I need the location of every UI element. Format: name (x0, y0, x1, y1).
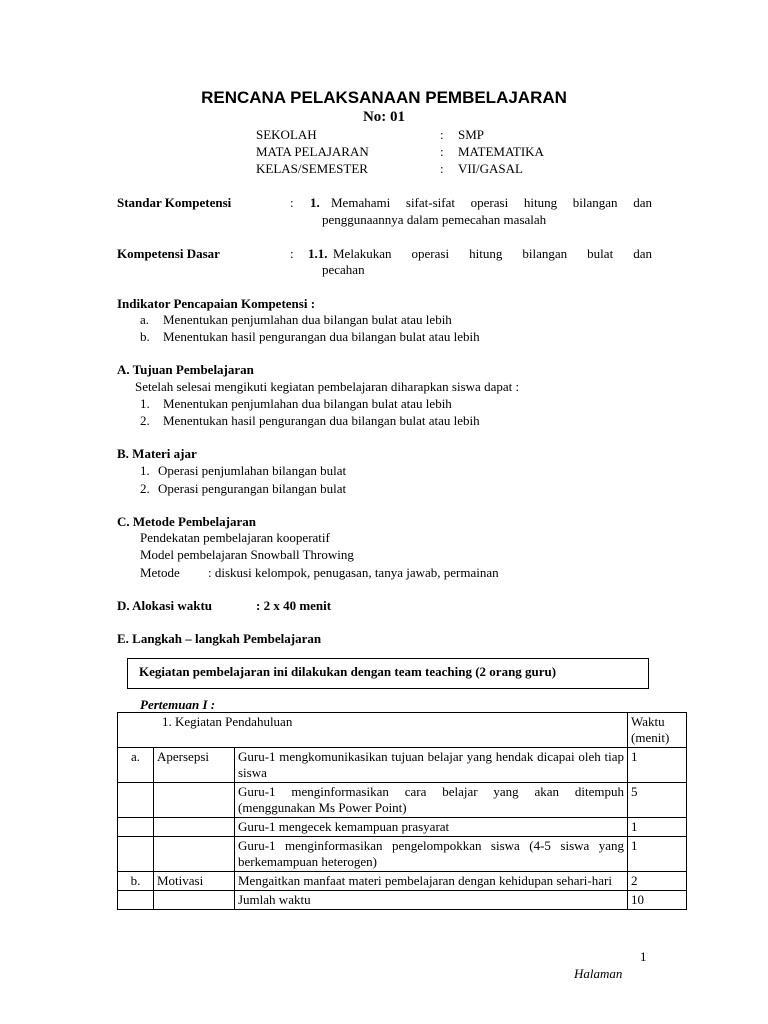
document-number: No: 01 (362, 109, 406, 125)
info-value: MATEMATIKA (458, 144, 544, 159)
sk-number: 1. (310, 195, 320, 210)
row-time: 2 (628, 872, 687, 891)
table-header-title: 1. Kegiatan Pendahuluan (118, 713, 628, 748)
kegiatan-table (117, 712, 687, 910)
list-item: Menentukan hasil pengurangan dua bilangan bulat atau lebih (163, 329, 480, 344)
row-category (154, 818, 235, 837)
row-category: Motivasi (154, 872, 235, 891)
row-category (154, 891, 235, 910)
table-row (118, 783, 687, 818)
row-text: Jumlah waktu (235, 891, 628, 910)
table-row (118, 837, 687, 872)
info-label: KELAS/SEMESTER (256, 161, 368, 176)
row-time: 1 (628, 818, 687, 837)
metode-heading: C. Metode Pembelajaran (117, 514, 256, 529)
info-label: MATA PELAJARAN (256, 144, 369, 159)
row-text: Mengaitkan manfaat materi pembelajaran dengan kehidupan sehari-hari (235, 872, 628, 891)
tujuan-heading: A. Tujuan Pembelajaran (117, 362, 254, 377)
materi-heading: B. Materi ajar (117, 446, 197, 461)
list-marker: b. (140, 329, 150, 344)
metode-line: Model pembelajaran Snowball Throwing (140, 547, 354, 562)
pertemuan-label: Pertemuan I : (140, 697, 216, 712)
metode-value: : diskusi kelompok, penugasan, tanya jawab, permainan (208, 565, 499, 580)
kd-number: 1.1. (308, 246, 328, 261)
info-label: SEKOLAH (256, 127, 317, 142)
sk-text-line1: Memahami sifat-sifat operasi hitung bilangan dan (331, 195, 652, 210)
table-total-row (118, 891, 687, 910)
row-time: 5 (628, 783, 687, 818)
row-text: Guru-1 mengkomunikasikan tujuan belajar yang hendak dicapai oleh tiap siswa (235, 748, 628, 783)
list-item: Operasi penjumlahan bilangan bulat (158, 463, 347, 478)
page-label: Halaman (574, 966, 623, 981)
list-marker: 1. (140, 463, 150, 478)
row-time: 1 (628, 837, 687, 872)
row-marker (118, 818, 154, 837)
info-value: SMP (458, 127, 485, 142)
row-time: 1 (628, 748, 687, 783)
team-teaching-text: Kegiatan pembelajaran ini dilakukan dengan team teaching (2 orang guru) (139, 664, 557, 679)
table-row (118, 872, 687, 891)
list-item: Menentukan penjumlahan dua bilangan bulat atau lebih (163, 312, 452, 327)
team-teaching-box (127, 658, 649, 689)
list-item: Menentukan hasil pengurangan dua bilangan bulat atau lebih (163, 413, 480, 428)
row-marker (118, 783, 154, 818)
list-marker: 1. (140, 396, 150, 411)
table-row (118, 748, 687, 783)
kd-separator: : (290, 246, 294, 261)
row-text: Guru-1 mengecek kemampuan prasyarat (235, 818, 628, 837)
row-category (154, 783, 235, 818)
page-number: 1 (640, 949, 647, 964)
indikator-heading: Indikator Pencapaian Kompetensi : (117, 296, 316, 311)
sk-label: Standar Kompetensi (117, 195, 232, 210)
list-marker: 2. (140, 413, 150, 428)
kd-text-line2: pecahan (322, 262, 365, 277)
metode-line: Pendekatan pembelajaran kooperatif (140, 530, 330, 545)
table-row (118, 818, 687, 837)
list-item: Menentukan penjumlahan dua bilangan bulat atau lebih (163, 396, 452, 411)
alokasi-value: : 2 x 40 menit (256, 598, 332, 613)
langkah-heading: E. Langkah – langkah Pembelajaran (117, 631, 322, 646)
list-marker: 2. (140, 481, 150, 496)
list-marker: a. (140, 312, 150, 327)
row-marker (118, 837, 154, 872)
info-separator: : (440, 161, 444, 176)
kd-label: Kompetensi Dasar (117, 246, 220, 261)
document-title: RENCANA PELAKSANAAN PEMBELAJARAN (201, 88, 567, 107)
row-time: 10 (628, 891, 687, 910)
row-text: Guru-1 menginformasikan pengelompokkan siswa (4-5 siswa yang berkemampuan heterogen) (235, 837, 628, 872)
metode-label: Metode (140, 565, 180, 580)
row-marker (118, 891, 154, 910)
list-item: Operasi pengurangan bilangan bulat (158, 481, 347, 496)
row-text: Guru-1 menginformasikan cara belajar yang akan ditempuh (menggunakan Ms Power Point) (235, 783, 628, 818)
kd-text-line1: Melakukan operasi hitung bilangan bulat dan (333, 246, 652, 261)
sk-separator: : (290, 195, 294, 210)
sk-text-line2: penggunaannya dalam pemecahan masalah (322, 212, 547, 227)
table-header-row (118, 713, 687, 748)
table-header-waktu: Waktu (menit) (628, 713, 687, 748)
info-separator: : (440, 144, 444, 159)
info-value: VII/GASAL (458, 161, 523, 176)
row-marker: b. (118, 872, 154, 891)
tujuan-intro: Setelah selesai mengikuti kegiatan pembelajaran diharapkan siswa dapat : (135, 379, 520, 394)
alokasi-heading: D. Alokasi waktu (117, 598, 212, 613)
row-category: Apersepsi (154, 748, 235, 783)
row-category (154, 837, 235, 872)
row-marker: a. (118, 748, 154, 783)
info-separator: : (440, 127, 444, 142)
